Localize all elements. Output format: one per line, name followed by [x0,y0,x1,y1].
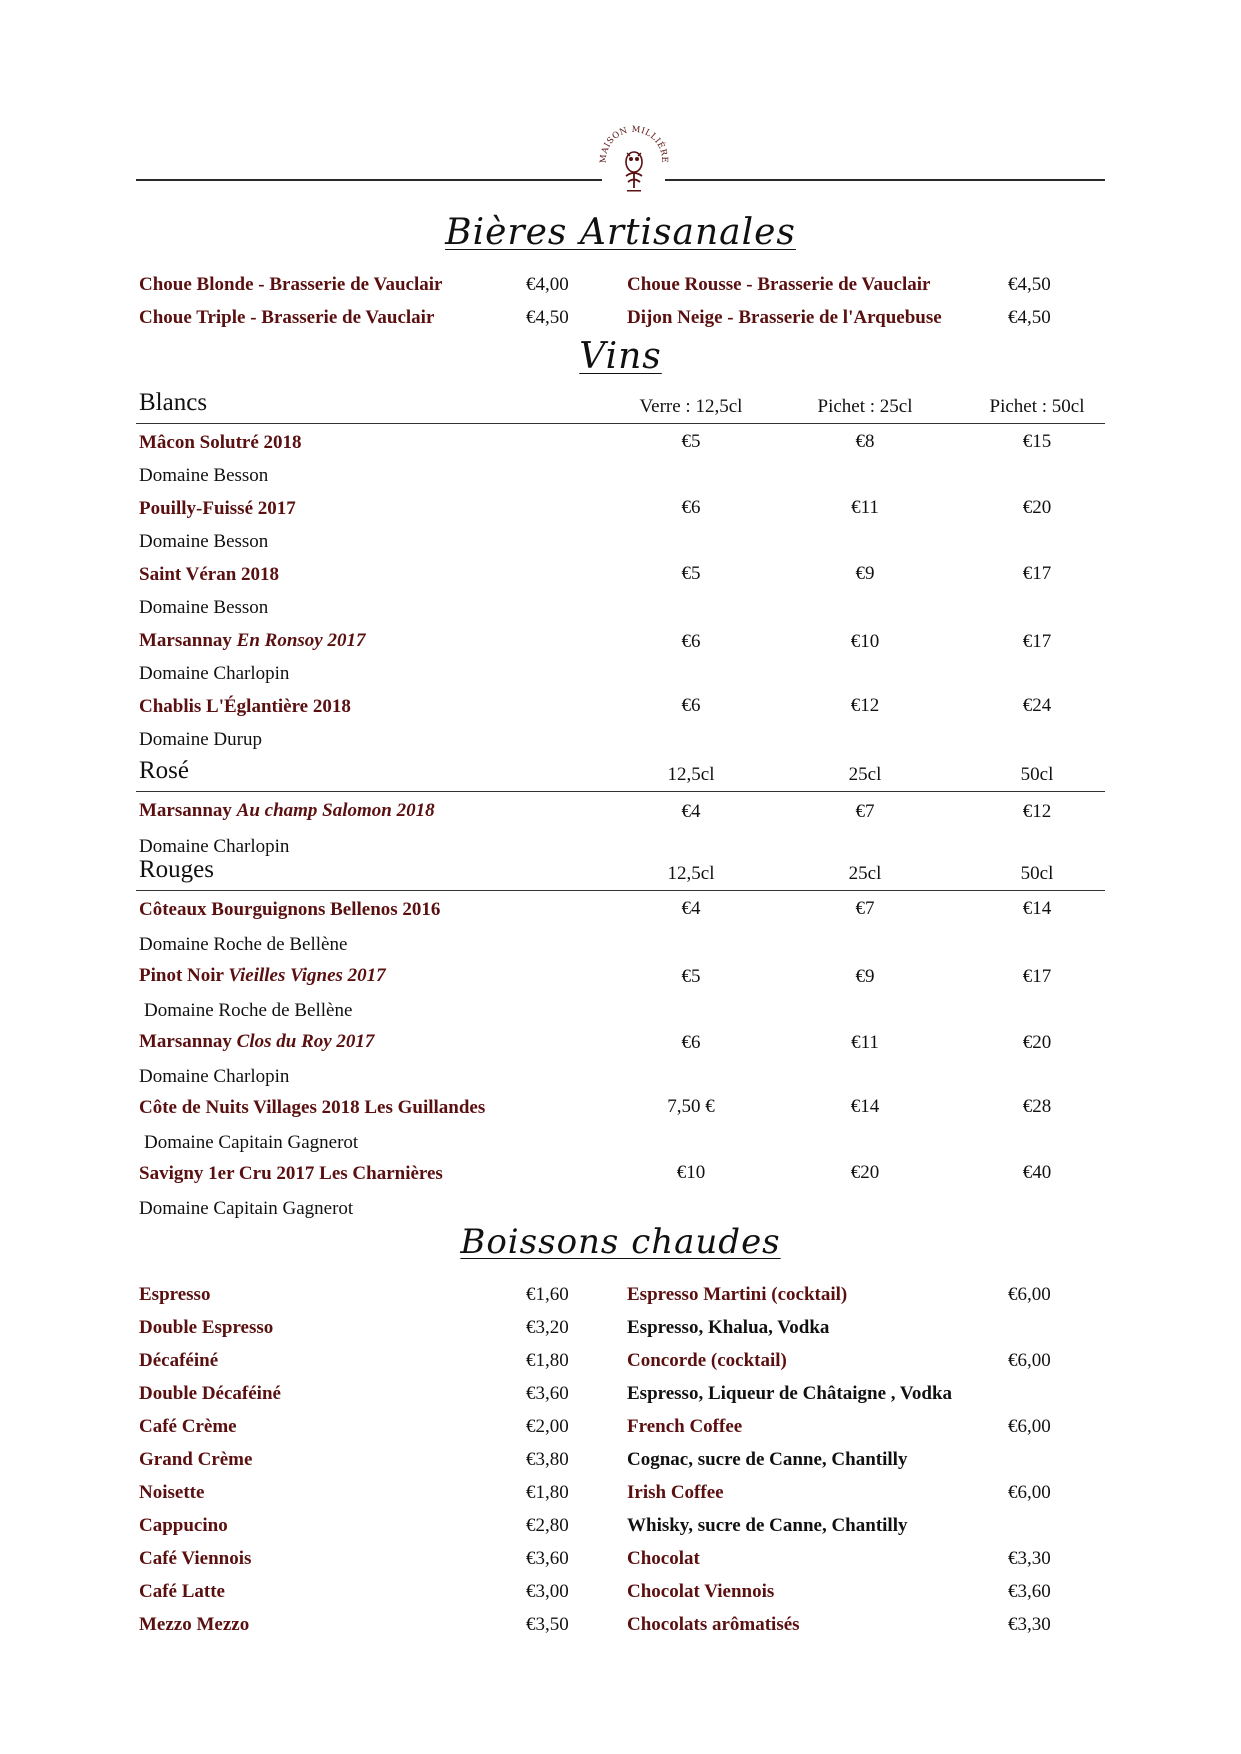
drink-price: €6,00 [1008,1482,1051,1503]
drink-price: €3,80 [526,1449,569,1470]
wine-name-main: Pinot Noir [139,965,229,986]
wine-name [139,799,435,823]
wine-name-main: Marsannay [139,1031,237,1052]
header-rule-right [665,179,1105,181]
wine-price: €6 [681,497,701,518]
wine-price: €15 [1022,431,1052,452]
wine-name [139,1162,443,1186]
wine-name [139,1030,374,1054]
col-head-25: 25cl [848,764,882,785]
wine-price: €8 [855,431,875,452]
table-rule [136,890,1105,891]
wine-price: €24 [1022,695,1052,716]
wine-price: €14 [1022,898,1052,919]
wine-price: €5 [681,563,701,584]
wine-price: €12 [850,695,880,716]
drink-price: €6,00 [1008,1416,1051,1437]
drink-price: €1,80 [526,1482,569,1503]
beer-name: Dijon Neige - Brasserie de l'Arquebuse [627,307,942,328]
wine-name-main: Chablis L'Églantière 2018 [139,696,351,717]
owl-logo-icon [596,120,672,196]
col-head-50: 50cl [1020,863,1054,884]
drink-name: Concorde (cocktail) [627,1350,787,1371]
wine-price: €28 [1022,1096,1052,1117]
wine-domain: Domaine Besson [139,465,269,486]
drink-price: €1,80 [526,1350,569,1371]
svg-text:MAISON MILLIÈRE: MAISON MILLIÈRE [598,124,670,164]
wine-name [139,497,296,521]
col-head-50: 50cl [1020,764,1054,785]
drink-name: Grand Crème [139,1449,253,1470]
wine-domain: Domaine Roche de Bellène [144,1000,353,1021]
drink-price: €2,00 [526,1416,569,1437]
wine-price: €10 [676,1162,706,1183]
wine-name-main: Savigny 1er Cru 2017 Les Charnières [139,1163,443,1184]
wine-name-main: Marsannay [139,630,237,651]
drink-price: €3,60 [526,1548,569,1569]
wine-name-cuvee: Vieilles Vignes 2017 [228,965,386,986]
wine-price: €6 [681,695,701,716]
col-head-25: 25cl [848,863,882,884]
drink-name: Noisette [139,1482,205,1503]
beer-name: Choue Rousse - Brasserie de Vauclair [627,274,931,295]
beer-price: €4,50 [526,307,569,328]
drink-name: Café Latte [139,1581,225,1602]
drink-description: Espresso, Liqueur de Châtaigne , Vodka [627,1383,953,1404]
wine-price: 7,50 € [667,1096,715,1117]
wine-price: €20 [1022,497,1052,518]
wine-domain: Domaine Charlopin [139,836,290,857]
col-head-125: 12,5cl [667,764,715,785]
drink-price: €6,00 [1008,1350,1051,1371]
wine-name [139,563,279,587]
wine-name-cuvee: En Ronsoy 2017 [236,630,366,651]
wine-price: €17 [1022,631,1052,652]
drink-name: Café Crème [139,1416,237,1437]
table-rule [136,791,1105,792]
wine-price: €10 [850,631,880,652]
drink-price: €1,60 [526,1284,569,1305]
wine-name [139,431,302,455]
drink-name: Chocolats arômatisés [627,1614,800,1635]
wine-price: €12 [1022,801,1052,822]
beer-name: Choue Blonde - Brasserie de Vauclair [139,274,443,295]
drink-price: €3,60 [526,1383,569,1404]
wine-category-blancs: Blancs [139,389,208,416]
wine-name [139,964,386,988]
drink-name: Irish Coffee [627,1482,724,1503]
drink-description: Whisky, sucre de Canne, Chantilly [627,1515,908,1536]
section-title-vins: Vins [579,336,662,377]
beer-name: Choue Triple - Brasserie de Vauclair [139,307,435,328]
wine-category-rose: Rosé [139,757,189,784]
drink-name: Chocolat Viennois [627,1581,775,1602]
drink-name: Double Décaféiné [139,1383,281,1404]
wine-domain: Domaine Roche de Bellène [139,934,348,955]
wine-price: €7 [855,898,875,919]
wine-price: €40 [1022,1162,1052,1183]
beer-price: €4,50 [1008,307,1051,328]
wine-name-cuvee: Clos du Roy 2017 [236,1031,375,1052]
wine-name-main: Mâcon Solutré 2018 [139,432,302,453]
col-head-verre: Verre : 12,5cl [639,396,743,417]
wine-price: €9 [855,563,875,584]
wine-domain: Domaine Charlopin [139,663,290,684]
wine-name-main: Pouilly-Fuissé 2017 [139,498,296,519]
drink-name: Mezzo Mezzo [139,1614,250,1635]
wine-price: €6 [681,1032,701,1053]
wine-name-main: Marsannay [139,800,237,821]
drink-name: Café Viennois [139,1548,252,1569]
wine-name-main: Côteaux Bourguignons Bellenos 2016 [139,899,441,920]
wine-price: €20 [1022,1032,1052,1053]
wine-price: €17 [1022,966,1052,987]
wine-name [139,629,365,653]
section-title-boissons: Boissons chaudes [460,1222,781,1262]
drink-name: Espresso [139,1284,211,1305]
wine-domain: Domaine Besson [139,597,269,618]
drink-price: €3,20 [526,1317,569,1338]
section-title-bieres: Bières Artisanales [445,212,796,253]
drink-price: €3,60 [1008,1581,1051,1602]
wine-name-main: Côte de Nuits Villages 2018 Les Guillandes [139,1097,486,1118]
wine-price: €9 [855,966,875,987]
drink-price: €3,50 [526,1614,569,1635]
drink-name: Décaféiné [139,1350,219,1371]
wine-price: €17 [1022,563,1052,584]
wine-category-rouges: Rouges [139,856,214,883]
drink-price: €2,80 [526,1515,569,1536]
drink-name: French Coffee [627,1416,743,1437]
wine-name [139,898,440,922]
wine-domain: Domaine Besson [139,531,269,552]
wine-domain: Domaine Capitain Gagnerot [144,1132,359,1153]
wine-domain: Domaine Durup [139,729,262,750]
col-head-pichet-50: Pichet : 50cl [989,396,1085,417]
wine-price: €11 [851,497,879,518]
table-rule [136,423,1105,424]
wine-name-cuvee: Au champ Salomon 2018 [236,800,435,821]
wine-name [139,1096,485,1120]
wine-price: €5 [681,431,701,452]
col-head-pichet-25: Pichet : 25cl [817,396,913,417]
beer-price: €4,50 [1008,274,1051,295]
beer-price: €4,00 [526,274,569,295]
wine-price: €14 [850,1096,880,1117]
drink-name: Double Espresso [139,1317,274,1338]
wine-name [139,695,351,719]
col-head-125: 12,5cl [667,863,715,884]
wine-price: €20 [850,1162,880,1183]
wine-price: €11 [851,1032,879,1053]
wine-price: €7 [855,801,875,822]
wine-name-main: Saint Véran 2018 [139,564,280,585]
drink-price: €3,00 [526,1581,569,1602]
drink-price: €3,30 [1008,1548,1051,1569]
drink-price: €6,00 [1008,1284,1051,1305]
wine-domain: Domaine Capitain Gagnerot [139,1198,354,1219]
wine-price: €4 [681,898,701,919]
drink-description: Espresso, Khalua, Vodka [627,1317,830,1338]
drink-name: Espresso Martini (cocktail) [627,1284,848,1305]
wine-price: €4 [681,801,701,822]
drink-price: €3,30 [1008,1614,1051,1635]
wine-price: €6 [681,631,701,652]
wine-price: €5 [681,966,701,987]
wine-domain: Domaine Charlopin [139,1066,290,1087]
header-rule-left [136,179,602,181]
drink-description: Cognac, sucre de Canne, Chantilly [627,1449,908,1470]
drink-name: Cappucino [139,1515,228,1536]
drink-name: Chocolat [627,1548,700,1569]
